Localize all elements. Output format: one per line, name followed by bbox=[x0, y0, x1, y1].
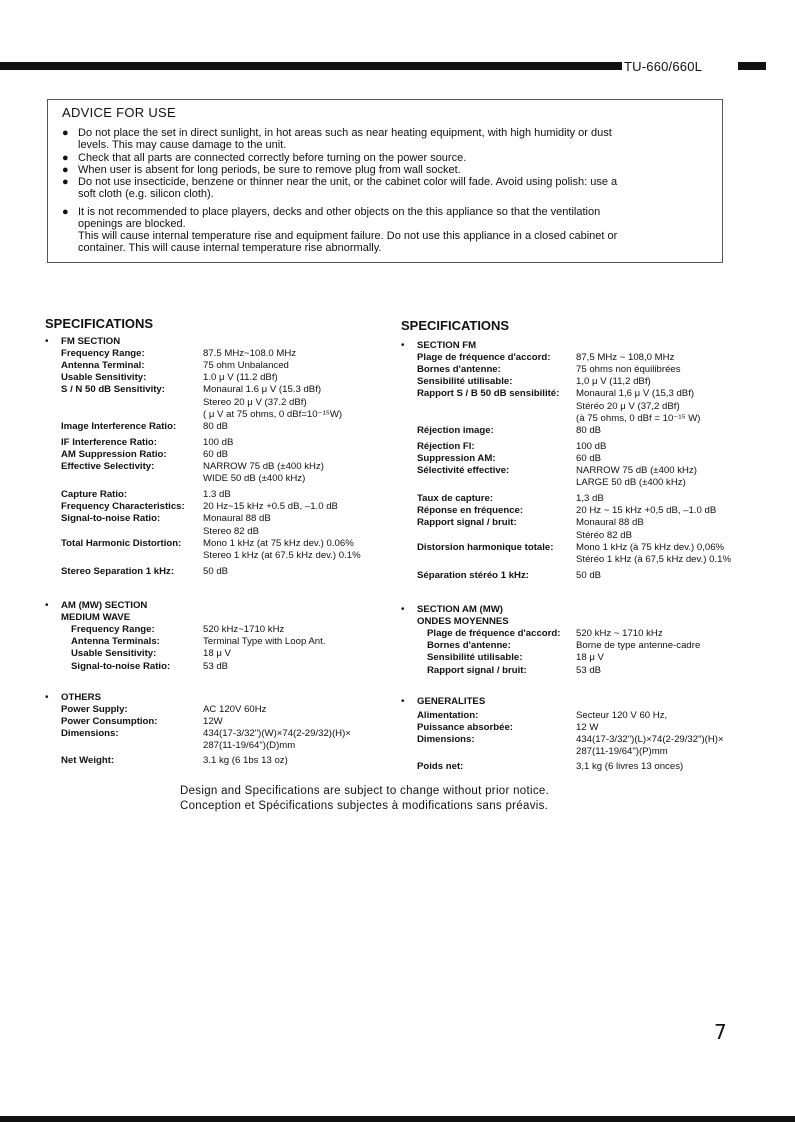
spec-label: Poids net: bbox=[417, 760, 464, 772]
spec-value: 80 dB bbox=[203, 420, 229, 432]
spec-label: Frequency Characteristics: bbox=[61, 501, 185, 513]
spec-value: 12W bbox=[203, 716, 223, 728]
advice-line: Do not use insecticide, benzene or thinner near the unit, or the cabinet color will fade. Avoid using polish: use a bbox=[78, 176, 618, 188]
advice-line: Check that all parts are connected correctly before turning on the power source. bbox=[78, 152, 467, 164]
spec-value: Stereo 20 μ V (37.2 dBf) bbox=[203, 396, 307, 408]
spec-label: S / N 50 dB Sensitivity: bbox=[61, 384, 165, 396]
spec-label: Dimensions: bbox=[61, 728, 119, 740]
section-subheading: MEDIUM WAVE bbox=[61, 612, 131, 624]
section-heading: GENERALITES bbox=[417, 696, 486, 707]
bullet-icon: ● bbox=[62, 164, 69, 176]
spec-label: Rapport S / B 50 dB sensibilité: bbox=[417, 388, 560, 400]
spec-label: Signal-to-noise Ratio: bbox=[61, 513, 161, 525]
advice-line: Do not place the set in direct sunlight, in hot areas such as near heating equipment, with high humidity or dust bbox=[78, 127, 612, 139]
spec-label: Effective Selectivity: bbox=[61, 461, 155, 472]
spec-value: 87,5 MHz ~ 108,0 MHz bbox=[576, 352, 675, 364]
bullet-icon: • bbox=[45, 336, 49, 347]
spec-value: 50 dB bbox=[576, 569, 602, 581]
spec-value: 60 dB bbox=[203, 448, 229, 460]
spec-value: 12 W bbox=[576, 722, 599, 734]
spec-value: Stereo 1 kHz (at 67.5 kHz dev.) 0.1% bbox=[203, 549, 361, 561]
spec-label: Sélectivité effective: bbox=[417, 465, 510, 476]
advice-item bbox=[62, 206, 702, 254]
spec-value: Stéréo 1 kHz (à 67,5 kHz dev.) 0.1% bbox=[576, 553, 731, 565]
page-number: 7 bbox=[714, 1020, 727, 1044]
spec-label: Taux de capture: bbox=[417, 493, 494, 505]
advice-line: soft cloth (e.g. silicon cloth). bbox=[78, 188, 214, 200]
spec-value: Mono 1 kHz (at 75 kHz dev.) 0.06% bbox=[203, 537, 354, 549]
specifications-title: SPECIFICATIONS bbox=[45, 316, 154, 331]
spec-value: 20 Hz ~ 15 kHz +0,5 dB, –1.0 dB bbox=[576, 505, 717, 517]
model-label: TU-660/660L bbox=[624, 59, 703, 74]
spec-label: Rapport signal / bruit: bbox=[427, 664, 527, 676]
section-heading: OTHERS bbox=[61, 692, 101, 703]
bullet-icon: ● bbox=[62, 152, 69, 164]
section-heading: SECTION AM (MW) bbox=[417, 604, 503, 615]
bullet-icon: • bbox=[401, 696, 405, 707]
spec-label: Puissance absorbée: bbox=[417, 722, 513, 734]
spec-value: 1,3 dB bbox=[576, 493, 604, 505]
bullet-icon: ● bbox=[62, 206, 69, 218]
spec-label: Séparation stéréo 1 kHz: bbox=[417, 569, 529, 581]
spec-value: 434(17-3/32")(L)×74(2-29/32")(H)× bbox=[576, 734, 724, 746]
spec-label: Réjection FI: bbox=[417, 440, 475, 452]
spec-label: Sensibilité utilisable: bbox=[417, 376, 513, 388]
spec-value: WIDE 50 dB (±400 kHz) bbox=[203, 473, 306, 485]
advice-line: openings are blocked. bbox=[78, 218, 186, 230]
footer-rule bbox=[0, 1116, 795, 1122]
spec-value: Monaural 88 dB bbox=[576, 517, 644, 529]
header-rule-end bbox=[738, 62, 766, 70]
spec-label: Net Weight: bbox=[61, 754, 115, 766]
bullet-icon: • bbox=[45, 600, 49, 611]
spec-label: Power Consumption: bbox=[61, 716, 158, 728]
spec-label: Dimensions: bbox=[417, 734, 475, 746]
spec-value: 87.5 MHz~108.0 MHz bbox=[203, 348, 297, 360]
spec-label: Bornes d'antenne: bbox=[427, 640, 511, 652]
spec-label: Frequency Range: bbox=[61, 348, 145, 360]
spec-value: 520 kHz~1710 kHz bbox=[203, 624, 285, 636]
spec-label: Usable Sensitivity: bbox=[61, 372, 147, 384]
spec-label: Stereo Separation 1 kHz: bbox=[61, 565, 175, 577]
spec-label: Bornes d'antenne: bbox=[417, 364, 501, 376]
spec-value: 520 kHz ~ 1710 kHz bbox=[576, 628, 663, 640]
spec-label: IF Interference Ratio: bbox=[61, 436, 157, 448]
header-rule bbox=[0, 62, 622, 70]
spec-value: 287(11-19/64")(D)mm bbox=[203, 740, 296, 752]
spec-value: NARROW 75 dB (±400 kHz) bbox=[203, 461, 324, 472]
spec-label: Plage de fréquence d'accord: bbox=[417, 352, 551, 364]
spec-value: 3,1 kg (6 livres 13 onces) bbox=[576, 760, 684, 772]
spec-value: 18 μ V bbox=[203, 648, 231, 660]
spec-value: Borne de type antenne-cadre bbox=[576, 640, 701, 652]
notice-french: Conception et Spécifications subjectes à modifications sans préavis. bbox=[180, 800, 549, 812]
notice-english: Design and Specifications are subject to change without prior notice. bbox=[180, 785, 550, 797]
spec-label: Suppression AM: bbox=[417, 452, 496, 464]
spec-value: 60 dB bbox=[576, 452, 602, 464]
spec-label: Signal-to-noise Ratio: bbox=[71, 660, 171, 672]
spec-value: (à 75 ohms, 0 dBf = 10⁻¹⁵ W) bbox=[576, 412, 701, 424]
spec-value: ( μ V at 75 ohms, 0 dBf=10⁻¹⁵W) bbox=[203, 408, 343, 420]
advice-item bbox=[62, 127, 702, 151]
section-subheading: ONDES MOYENNES bbox=[417, 616, 509, 628]
specifications-title: SPECIFICATIONS bbox=[401, 318, 510, 333]
spec-value: Terminal Type with Loop Ant. bbox=[203, 636, 326, 648]
section-heading: SECTION FM bbox=[417, 340, 477, 351]
spec-value: Secteur 120 V 60 Hz, bbox=[576, 710, 668, 722]
advice-line: This will cause internal temperature rise and equipment failure. Do not use this appliance in a closed cabinet or bbox=[78, 230, 618, 242]
spec-value: Monaural 1.6 μ V (15.3 dBf) bbox=[203, 384, 322, 396]
spec-value: 434(17-3/32")(W)×74(2-29/32)(H)× bbox=[203, 728, 351, 740]
section-heading: AM (MW) SECTION bbox=[61, 600, 148, 611]
spec-label: Distorsion harmonique totale: bbox=[417, 541, 554, 553]
advice-line: levels. This may cause damage to the unit. bbox=[78, 139, 287, 151]
spec-value: 80 dB bbox=[576, 424, 602, 436]
spec-label: Réjection image: bbox=[417, 424, 494, 436]
spec-value: 53 dB bbox=[203, 660, 229, 672]
spec-value: Stéréo 82 dB bbox=[576, 529, 633, 541]
spec-value: 18 μ V bbox=[576, 652, 604, 664]
spec-value: 1,0 μ V (11,2 dBf) bbox=[576, 376, 651, 388]
spec-value: 100 dB bbox=[203, 436, 234, 448]
spec-label: Réponse en fréquence: bbox=[417, 505, 524, 517]
spec-value: 1.3 dB bbox=[203, 489, 231, 501]
spec-value: LARGE 50 dB (±400 kHz) bbox=[576, 477, 686, 489]
spec-value: Stéréo 20 μ V (37,2 dBf) bbox=[576, 400, 680, 412]
spec-label: Sensibilité utilisable: bbox=[427, 652, 523, 664]
advice-item bbox=[62, 152, 702, 164]
spec-label: Antenna Terminals: bbox=[71, 636, 160, 648]
bullet-icon: • bbox=[401, 340, 405, 351]
spec-label: Image Interference Ratio: bbox=[61, 420, 177, 432]
spec-value: 287(11-19/64")(P)mm bbox=[576, 746, 668, 758]
bullet-icon: • bbox=[45, 692, 49, 703]
spec-value: Monaural 1,6 μ V (15,3 dBf) bbox=[576, 388, 695, 400]
advice-line: It is not recommended to place players, decks and other objects on the this appliance so that the ventilation bbox=[78, 206, 601, 218]
bullet-icon: ● bbox=[62, 127, 69, 139]
bullet-icon: ● bbox=[62, 176, 69, 188]
advice-line: container. This will cause internal temperature rise abnormally. bbox=[78, 242, 382, 254]
spec-value: Mono 1 kHz (à 75 kHz dev.) 0,06% bbox=[576, 541, 725, 553]
spec-value: AC 120V 60Hz bbox=[203, 704, 267, 716]
spec-value: 75 ohms non équilibrées bbox=[576, 364, 681, 376]
spec-value: NARROW 75 dB (±400 kHz) bbox=[576, 465, 697, 476]
spec-value: Monaural 88 dB bbox=[203, 513, 271, 525]
spec-label: Usable Sensitivity: bbox=[71, 648, 157, 660]
spec-label: Antenna Terminal: bbox=[61, 360, 145, 372]
spec-value: 50 dB bbox=[203, 565, 229, 577]
advice-item bbox=[62, 176, 702, 200]
spec-value: 3.1 kg (6 1bs 13 oz) bbox=[203, 754, 288, 766]
section-heading: FM SECTION bbox=[61, 336, 121, 347]
spec-label: Plage de fréquence d'accord: bbox=[427, 628, 561, 640]
spec-label: Rapport signal / bruit: bbox=[417, 517, 517, 529]
spec-label: Total Harmonic Distortion: bbox=[61, 537, 182, 549]
spec-label: Capture Ratio: bbox=[61, 489, 128, 501]
spec-value: 20 Hz~15 kHz +0.5 dB, –1.0 dB bbox=[203, 501, 338, 513]
spec-value: 1.0 μ V (11.2 dBf) bbox=[203, 372, 278, 384]
advice-line: When user is absent for long periods, be sure to remove plug from wall socket. bbox=[78, 164, 461, 176]
spec-label: Alimentation: bbox=[417, 710, 479, 722]
spec-label: AM Suppression Ratio: bbox=[61, 448, 167, 460]
spec-value: 100 dB bbox=[576, 440, 607, 452]
spec-value: 53 dB bbox=[576, 664, 602, 676]
spec-label: Power Supply: bbox=[61, 704, 128, 716]
advice-item bbox=[62, 164, 702, 176]
spec-value: Stereo 82 dB bbox=[203, 525, 260, 537]
spec-label: Frequency Range: bbox=[71, 624, 155, 636]
advice-title: ADVICE FOR USE bbox=[62, 105, 176, 120]
bullet-icon: • bbox=[401, 604, 405, 615]
spec-value: 75 ohm Unbalanced bbox=[203, 360, 289, 372]
